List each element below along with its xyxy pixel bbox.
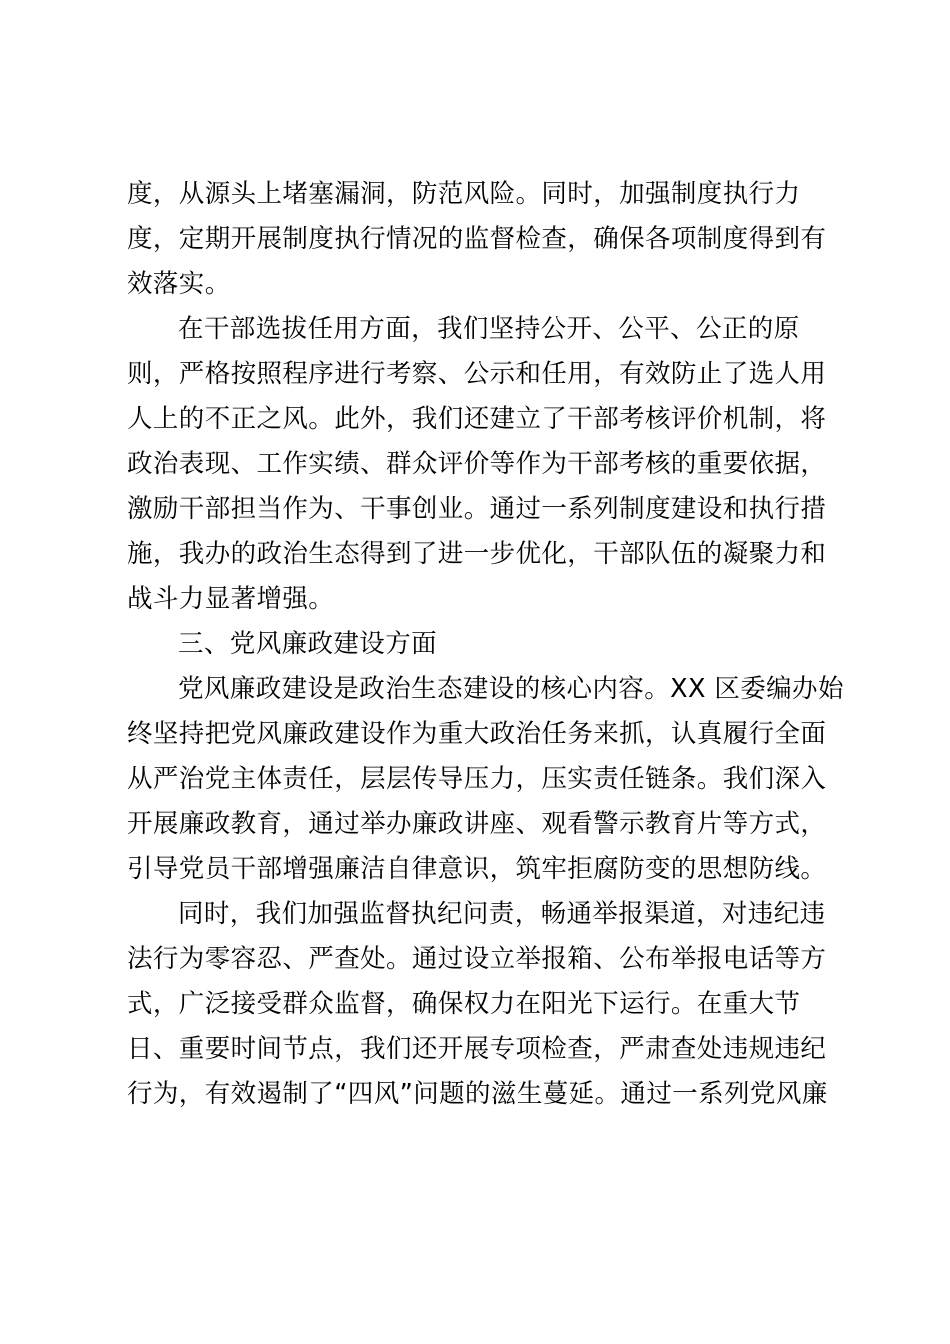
text-line: 法行为零容忍、严查处。通过设立举报箱、公布举报电话等方 — [127, 944, 827, 974]
text-line: 则，严格按照程序进行考察、公示和任用，有效防止了选人用 — [127, 359, 827, 389]
section-heading: 三、党风廉政建设方面 — [178, 629, 438, 659]
text-line: 引导党员干部增强廉洁自律意识，筑牢拒腐防变的思想防线。 — [127, 854, 827, 884]
text-line: 从严治党主体责任，层层传导压力，压实责任链条。我们深入 — [127, 764, 827, 794]
text-line: 度，定期开展制度执行情况的监督检查，确保各项制度得到有 — [127, 224, 827, 254]
text-line: 政治表现、工作实绩、群众评价等作为干部考核的重要依据， — [127, 449, 827, 479]
text-line: 效落实。 — [127, 269, 231, 299]
text-line: 人上的不正之风。此外，我们还建立了干部考核评价机制，将 — [127, 404, 827, 434]
text-line: 开展廉政教育，通过举办廉政讲座、观看警示教育片等方式， — [127, 809, 827, 839]
text-line: 激励干部担当作为、干事创业。通过一系列制度建设和执行措 — [127, 494, 827, 524]
text-line: 终坚持把党风廉政建设作为重大政治任务来抓，认真履行全面 — [127, 719, 827, 749]
text-line: 式，广泛接受群众监督，确保权力在阳光下运行。在重大节 — [127, 989, 801, 1019]
document-body — [127, 172, 844, 1117]
text-line: 施，我办的政治生态得到了进一步优化，干部队伍的凝聚力和 — [127, 539, 827, 569]
paragraph-start-line: 党风廉政建设是政治生态建设的核心内容。XX 区委编办始 — [178, 674, 844, 704]
paragraph-start-line: 在干部选拔任用方面，我们坚持公开、公平、公正的原 — [178, 314, 800, 344]
text-line: 度，从源头上堵塞漏洞，防范风险。同时，加强制度执行力 — [127, 179, 801, 209]
text-line: 日、重要时间节点，我们还开展专项检查，严肃查处违规违纪 — [127, 1034, 827, 1064]
paragraph-start-line: 同时，我们加强监督执纪问责，畅通举报渠道，对违纪违 — [178, 899, 826, 929]
text-line: 行为，有效遏制了“四风”问题的滋生蔓延。通过一系列党风廉 — [127, 1079, 828, 1109]
text-line: 战斗力显著增强。 — [127, 584, 335, 614]
